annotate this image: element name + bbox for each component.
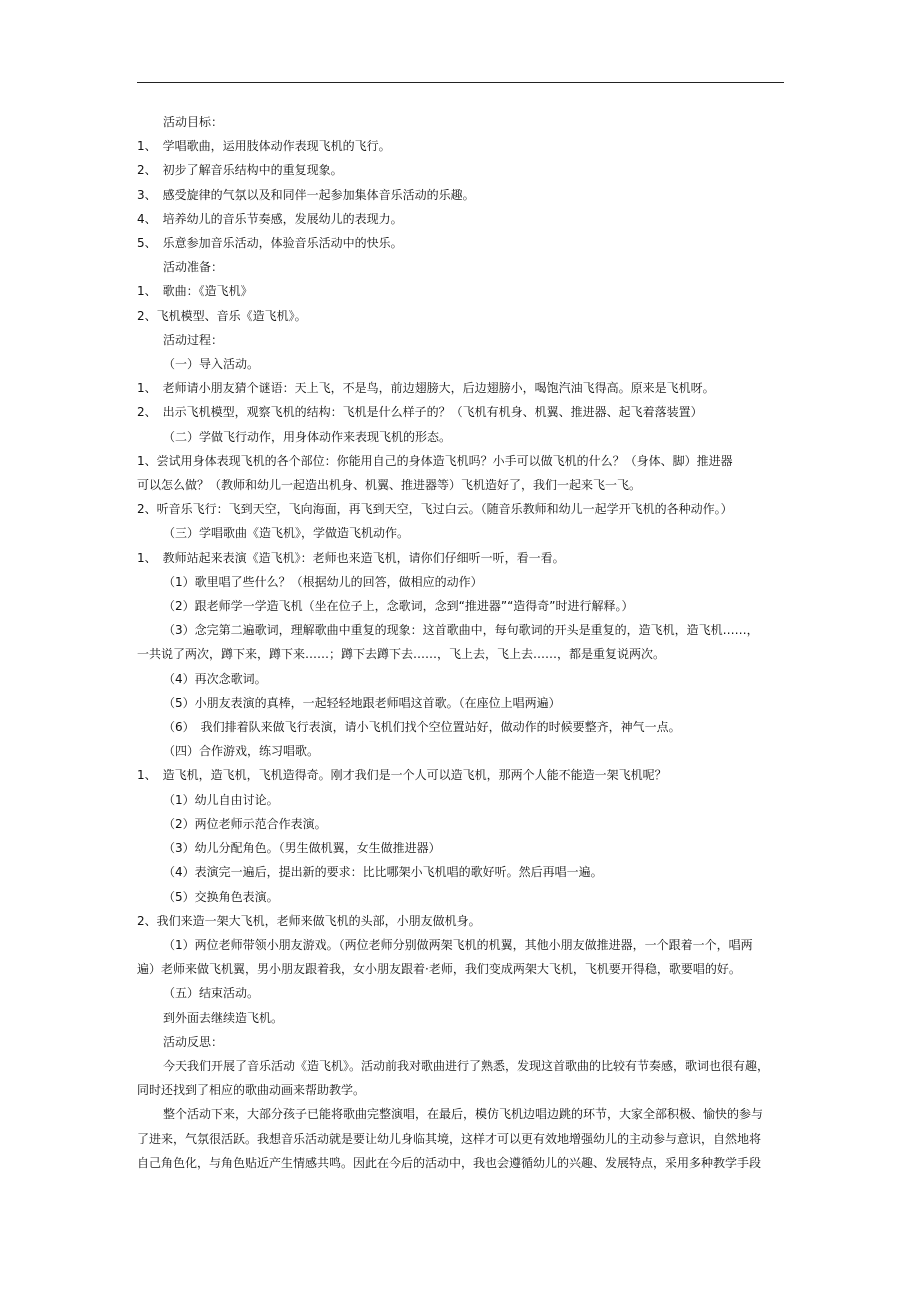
- text-line: （4）再次念歌词。: [163, 671, 267, 686]
- header-rule: [137, 82, 784, 83]
- paragraph: [137, 521, 784, 545]
- text-line: （五）结束活动。: [163, 986, 260, 1001]
- text-line: 到外面去继续造飞机。: [163, 1010, 284, 1025]
- text-line: （1）歌里唱了些什么？（根据幼儿的回答，做相应的动作）: [163, 574, 483, 589]
- text-line: 1、 教师站起来表演《造飞机》：老师也来造飞机，请你们仔细听一听，看一看。: [137, 550, 565, 565]
- text-line: 整个活动下来，大部分孩子已能将歌曲完整演唱，在最后，模仿飞机边唱边跳的环节，大家全部积极、愉快的参与: [163, 1107, 764, 1122]
- text-line: （二）学做飞行动作，用身体动作来表现飞机的形态。: [163, 429, 452, 444]
- document-body: [137, 110, 784, 1175]
- paragraph: [137, 207, 784, 231]
- text-line: （2）跟老师学一学造飞机（坐在位子上，念歌词，念到“推进器”“造得奇”时进行解释。）: [163, 599, 634, 614]
- paragraph: [137, 909, 784, 933]
- text-line: （3）幼儿分配角色。（男生做机翼，女生做推进器）: [163, 841, 441, 856]
- text-line: 活动过程：: [163, 332, 224, 347]
- paragraph: [137, 739, 784, 763]
- paragraph: [137, 691, 784, 715]
- paragraph: [137, 376, 784, 400]
- paragraph: [137, 788, 784, 812]
- text-line: （3）念完第二遍歌词，理解歌曲中重复的现象：这首歌曲中，每句歌词的开头是重复的，造飞机，造飞机……，: [163, 623, 759, 638]
- paragraph: [137, 1102, 784, 1175]
- text-line: （5）交换角色表演。: [163, 889, 279, 904]
- paragraph: [137, 594, 784, 618]
- paragraph: [137, 812, 784, 836]
- paragraph: [137, 352, 784, 376]
- paragraph: [137, 231, 784, 255]
- paragraph: [137, 860, 784, 884]
- text-line: 2、 初步了解音乐结构中的重复现象。: [137, 163, 343, 178]
- text-line: 了进来，气氛很活跃。我想音乐活动就是要让幼儿身临其境，这样才可以更有效地增强幼儿的主动参与意识，自然地将: [137, 1131, 762, 1146]
- paragraph: [137, 183, 784, 207]
- text-line: 一共说了两次，蹲下来，蹲下来……；蹲下去蹲下去……，飞上去，飞上去……，都是重复说两次。: [137, 647, 666, 662]
- paragraph: [137, 618, 784, 666]
- paragraph: [137, 1006, 784, 1030]
- paragraph: [137, 400, 784, 424]
- paragraph: [137, 715, 784, 739]
- text-line: （三）学唱歌曲《造飞机》，学做造飞机动作。: [163, 526, 410, 541]
- text-line: 1、 歌曲：《造飞机》: [137, 284, 253, 299]
- text-line: 2、飞机模型、音乐《造飞机》。: [137, 308, 307, 323]
- paragraph: [137, 497, 784, 521]
- text-line: 可以怎么做？（教师和幼儿一起造出机身、机翼、推进器等）飞机造好了，我们一起来飞一飞。: [137, 478, 642, 493]
- text-line: （1）两位老师带领小朋友游戏。（两位老师分别做两架飞机的机翼，其他小朋友做推进器，一个跟着一个，唱两: [163, 937, 753, 952]
- paragraph: [137, 425, 784, 449]
- paragraph: [137, 1054, 784, 1102]
- paragraph: [137, 134, 784, 158]
- text-line: （6） 我们排着队来做飞行表演，请小飞机们找个空位置站好，做动作的时候要整齐，神气一点。: [163, 720, 681, 735]
- paragraph: [137, 110, 784, 134]
- text-line: （2）两位老师示范合作表演。: [163, 816, 327, 831]
- text-line: 2、 出示飞机模型，观察飞机的结构：飞机是什么样子的？（飞机有机身、机翼、推进器、起飞着落装置）: [137, 405, 703, 420]
- paragraph: [137, 449, 784, 497]
- paragraph: [137, 546, 784, 570]
- paragraph: [137, 836, 784, 860]
- paragraph: [137, 981, 784, 1005]
- text-line: 3、 感受旋律的气氛以及和同伴一起参加集体音乐活动的乐趣。: [137, 187, 475, 202]
- text-line: 2、我们来造一架大飞机，老师来做飞机的头部，小朋友做机身。: [137, 913, 481, 928]
- text-line: （5）小朋友表演的真棒，一起轻轻地跟老师唱这首歌。（在座位上唱两遍）: [163, 695, 561, 710]
- paragraph: [137, 667, 784, 691]
- paragraph: [137, 328, 784, 352]
- text-line: 1、 老师请小朋友猜个谜语：天上飞，不是鸟，前边翅膀大，后边翅膀小，喝饱汽油飞得高。原来是飞机呀。: [137, 381, 715, 396]
- paragraph: [137, 570, 784, 594]
- paragraph: [137, 1030, 784, 1054]
- paragraph: [137, 255, 784, 279]
- text-line: 遍）老师来做飞机翼，男小朋友跟着我，女小朋友跟着·老师，我们变成两架大飞机，飞机要开得稳，歌要唱的好。: [137, 962, 741, 977]
- text-line: （四）合作游戏，练习唱歌。: [163, 744, 320, 759]
- text-line: 今天我们开展了音乐活动《造飞机》。活动前我对歌曲进行了熟悉，发现这首歌曲的比较有节奏感，歌词也很有趣，: [163, 1058, 770, 1073]
- text-line: （一）导入活动。: [163, 357, 260, 372]
- paragraph: [137, 763, 784, 787]
- text-line: 5、 乐意参加音乐活动，体验音乐活动中的快乐。: [137, 236, 403, 251]
- text-line: 活动反思：: [163, 1034, 224, 1049]
- text-line: 自己角色化，与角色贴近产生情感共鸣。因此在今后的活动中，我也会遵循幼儿的兴趣、发展特点，采用多种教学手段: [137, 1155, 762, 1170]
- text-line: 1、尝试用身体表现飞机的各个部位：你能用自己的身体造飞机吗？小手可以做飞机的什么？（身体、脚）推进器: [137, 453, 733, 468]
- paragraph: [137, 158, 784, 182]
- text-line: 1、 造飞机，造飞机，飞机造得奇。刚才我们是一个人可以造飞机，那两个人能不能造一架飞机呢？: [137, 768, 667, 783]
- text-line: 4、 培养幼儿的音乐节奏感，发展幼儿的表现力。: [137, 211, 403, 226]
- text-line: 2、听音乐飞行：飞到天空，飞向海面，再飞到天空，飞过白云。（随音乐教师和幼儿一起学开飞机的各种动作。）: [137, 502, 733, 517]
- text-line: 活动准备：: [163, 260, 224, 275]
- text-line: （4）表演完一遍后，提出新的要求：比比哪架小飞机唱的歌好听。然后再唱一遍。: [163, 865, 603, 880]
- text-line: 活动目标：: [163, 115, 224, 129]
- paragraph: [137, 304, 784, 328]
- text-line: 同时还找到了相应的歌曲动画来帮助教学。: [137, 1083, 366, 1098]
- text-line: （1）幼儿自由讨论。: [163, 792, 279, 807]
- paragraph: [137, 933, 784, 981]
- paragraph: [137, 885, 784, 909]
- paragraph: [137, 279, 784, 303]
- text-line: 1、 学唱歌曲，运用肢体动作表现飞机的飞行。: [137, 139, 391, 154]
